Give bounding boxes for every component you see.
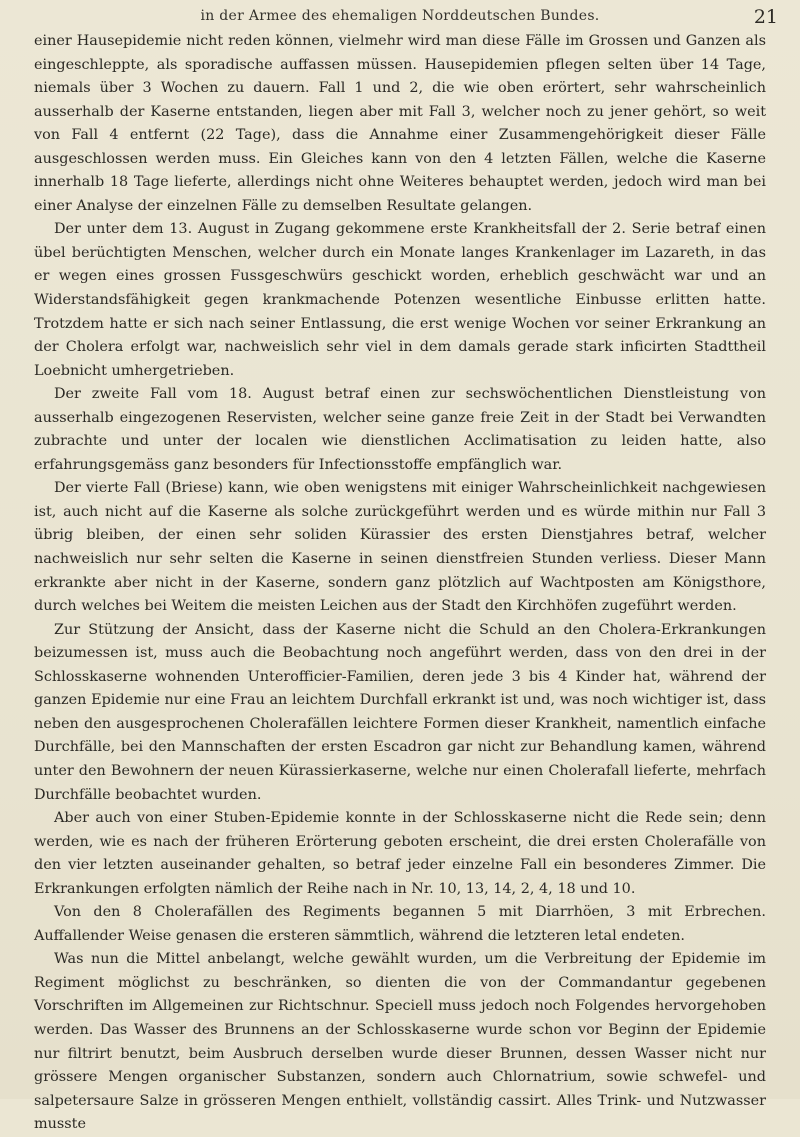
- running-title: in der Armee des ehemaligen Norddeutschen Bundes.: [200, 8, 600, 24]
- paragraph-4: Der vierte Fall (Briese) kann, wie oben wenigstens mit einiger Wahrscheinlichkeit nachgewiesen ist, auch nicht auf die Kaserne als solche zurückgeführt werden und es würde mithin nur Fall 3 übrig bleiben, der einen sehr soliden Kürassier des ersten Dienstjahres betraf, welcher nachweislich nur sehr selten die Kaserne in seinen dienstfreien Stunden verliess. Dieser Mann erkrankte aber nicht in der Kaserne, sondern ganz plötzlich auf Wachtposten am Königsthore, durch welches bei Weitem die meisten Leichen aus der Stadt den Kirchhöfen zugeführt werden.: [34, 480, 766, 615]
- paragraph-8: Was nun die Mittel anbelangt, welche gewählt wurden, um die Verbreitung der Epidemie im Regiment möglichst zu beschränken, so dienten die von der Commandantur gegebenen Vorschriften im Allgemeinen zur Richtschnur. Speciell muss jedoch noch Folgendes hervorgehoben werden. Das Wasser des Brunnens an der Schlosskaserne wurde schon vor Beginn der Epidemie nur filtrirt benutzt, beim Ausbruch derselben wurde dieser Brunnen, dessen Wasser nicht nur grössere Mengen organischer Substanzen, sondern auch Chlornatrium, sowie schwefel- und salpetersaure Salze in grösseren Mengen enthielt, vollständig cassirt. Alles Trink- und Nutzwasser musste: [34, 951, 766, 1133]
- body-text: [34, 30, 766, 1137]
- paragraph-6: Aber auch von einer Stuben-Epidemie konnte in der Schlosskaserne nicht die Rede sein; denn werden, wie es nach der früheren Erörterung geboten erscheint, die drei ersten Cholerafälle von den vier letzten auseinander gehalten, so betraf jeder einzelne Fall ein besonderes Zimmer. Die Erkrankungen erfolgten nämlich der Reihe nach in Nr. 10, 13, 14, 2, 4, 18 und 10.: [34, 810, 766, 897]
- page-header: [0, 8, 800, 30]
- paragraph-7: Von den 8 Cholerafällen des Regiments begannen 5 mit Diarrhöen, 3 mit Erbrechen. Auffallender Weise genasen die ersteren sämmtlich, während die letzteren letal endeten.: [34, 904, 766, 944]
- page-number: 21: [753, 6, 778, 28]
- paragraph-2: Der unter dem 13. August in Zugang gekommene erste Krankheitsfall der 2. Serie betraf einen übel berüchtigten Menschen, welcher durch ein Monate langes Krankenlager im Lazareth, in das er wegen eines grossen Fussgeschwürs geschickt worden, erheblich geschwächt war und an Widerstandsfähigkeit gegen krankmachende Potenzen wesentliche Einbusse erlitten hatte. Trotzdem hatte er sich nach seiner Entlassung, die erst wenige Wochen vor seiner Erkrankung an der Cholera erfolgt war, nachweislich sehr viel in dem damals gerade stark inficirten Stadttheil Loebnicht umhergetrieben.: [34, 221, 766, 379]
- paragraph-3: Der zweite Fall vom 18. August betraf einen zur sechswöchentlichen Dienstleistung von ausserhalb eingezogenen Reservisten, welcher seine ganze freie Zeit in der Stadt bei Verwandten zubrachte und unter der localen wie dienstlichen Acclimatisation zu leiden hatte, also erfahrungsgemäss ganz besonders für Infectionsstoffe empfänglich war.: [34, 386, 766, 473]
- paragraph-5: Zur Stützung der Ansicht, dass der Kaserne nicht die Schuld an den Cholera-Erkrankungen beizumessen ist, muss auch die Beobachtung noch angeführt werden, dass von den drei in der Schlosskaserne wohnenden Unterofficier-Familien, deren jede 3 bis 4 Kinder hat, während der ganzen Epidemie nur eine Frau an leichtem Durchfall erkrankt ist und, was noch wichtiger ist, dass neben den ausgesprochenen Cholerafällen leichtere Formen dieser Krankheit, namentlich einfache Durchfälle, bei den Mannschaften der ersten Escadron gar nicht zur Behandlung kamen, während unter den Bewohnern der neuen Kürassierkaserne, welche nur einen Cholerafall lieferte, mehrfach Durchfälle beobachtet wurden.: [34, 621, 766, 803]
- paragraph-1: einer Hausepidemie nicht reden können, vielmehr wird man diese Fälle im Grossen und Ganzen als eingeschleppte, als sporadische auffassen müssen. Hausepidemien pflegen selten über 14 Tage, niemals über 3 Wochen zu dauern. Fall 1 und 2, die wie oben erörtert, sehr wahrscheinlich ausserhalb der Kaserne entstanden, liegen aber mit Fall 3, welcher noch zu jener gehört, so weit von Fall 4 entfernt (22 Tage), dass die Annahme einer Zusammengehörigkeit dieser Fälle ausgeschlossen werden muss. Ein Gleiches kann von den 4 letzten Fällen, welche die Kaserne innerhalb 18 Tage lieferte, allerdings nicht ohne Weiteres behauptet werden, jedoch wird man bei einer Analyse der einzelnen Fälle zu demselben Resultate gelangen.: [34, 33, 766, 214]
